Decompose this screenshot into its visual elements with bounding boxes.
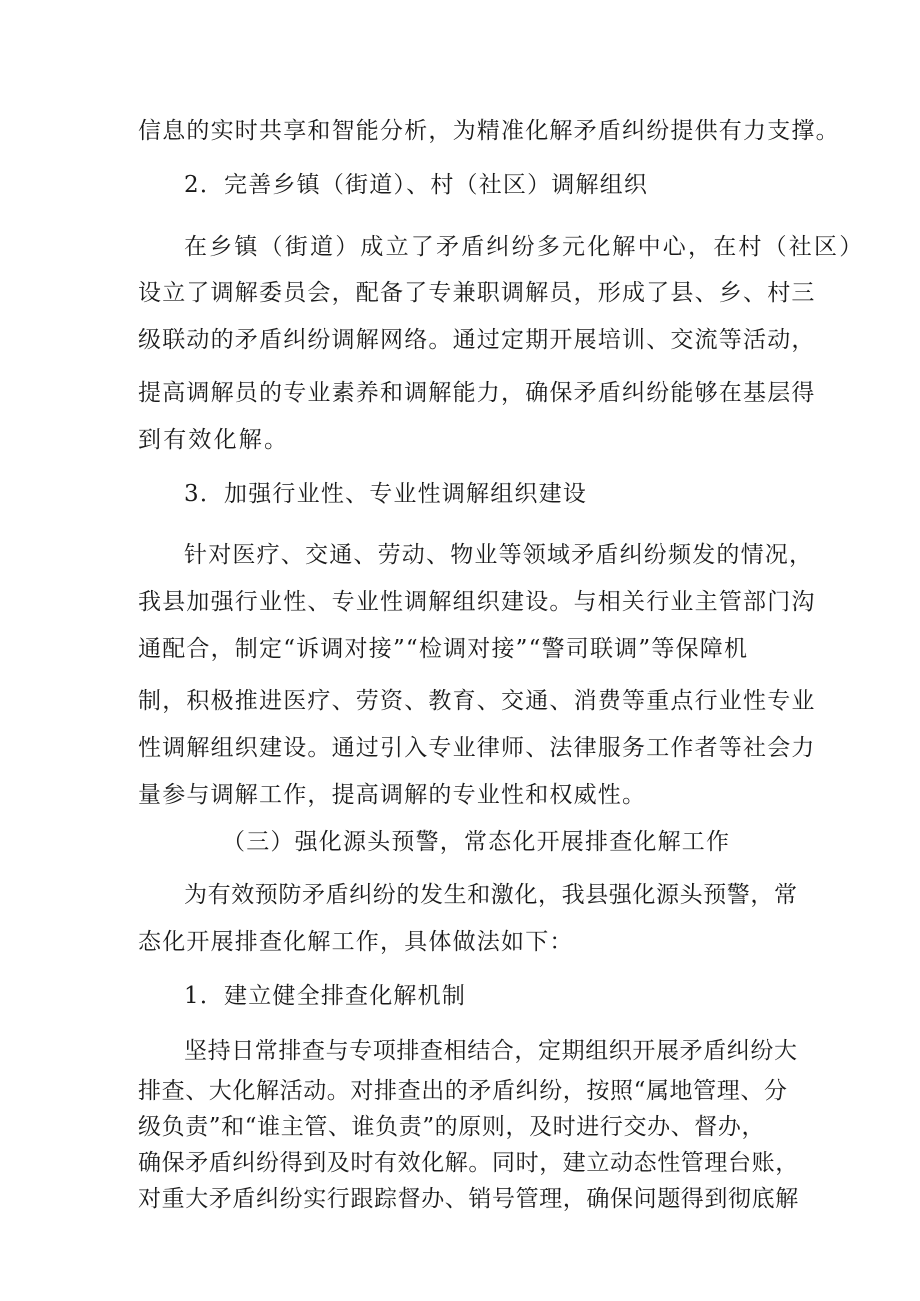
section-heading: （三）强化源头预警，常态化开展排查化解工作 <box>222 829 731 855</box>
paragraph-line: 级联动的矛盾纠纷调解网络。通过定期开展培训、交流等活动， <box>138 327 816 353</box>
paragraph-line: 确保矛盾纠纷得到及时有效化解。同时，建立动态性管理台账， <box>138 1150 799 1176</box>
subheading-2: 2．完善乡镇（街道）、村（社区）调解组织 <box>184 172 649 198</box>
paragraph-line: 态化开展排查化解工作，具体做法如下： <box>138 929 574 955</box>
paragraph-line: 对重大矛盾纠纷实行跟踪督办、销号管理，确保问题得到彻底解 <box>138 1186 799 1212</box>
paragraph-line: 为有效预防矛盾纠纷的发生和激化，我县强化源头预警，常 <box>184 882 798 908</box>
paragraph-line: 提高调解员的专业素养和调解能力，确保矛盾纠纷能够在基层得 <box>138 380 816 406</box>
paragraph-line: 到有效化解。 <box>138 427 290 453</box>
paragraph-line: 排查、大化解活动。对排查出的矛盾纠纷，按照“属地管理、分 <box>138 1078 788 1104</box>
paragraph-line: 信息的实时共享和智能分析，为精准化解矛盾纠纷提供有力支撑。 <box>138 118 840 144</box>
paragraph-line: 级负责”和“谁主管、谁负责”的原则，及时进行交办、督办， <box>138 1114 766 1140</box>
paragraph-line: 设立了调解委员会，配备了专兼职调解员，形成了县、乡、村三 <box>138 280 816 306</box>
paragraph-line: 针对医疗、交通、劳动、物业等领域矛盾纠纷频发的情况， <box>184 542 814 568</box>
paragraph-line: 坚持日常排查与专项排查相结合，定期组织开展矛盾纠纷大 <box>184 1038 798 1064</box>
paragraph-line: 性调解组织建设。通过引入专业律师、法律服务工作者等社会力 <box>138 735 816 761</box>
paragraph-line: 量参与调解工作，提高调解的专业性和权威性。 <box>138 782 647 808</box>
subheading-4: 1．建立健全排查化解机制 <box>184 983 467 1009</box>
paragraph-line: 制，积极推进医疗、劳资、教育、交通、消费等重点行业性专业 <box>138 688 816 714</box>
paragraph-line: 我县加强行业性、专业性调解组织建设。与相关行业主管部门沟 <box>138 589 816 615</box>
subheading-3: 3．加强行业性、专业性调解组织建设 <box>184 481 588 507</box>
paragraph-line: 通配合，制定“诉调对接”“检调对接”“警司联调”等保障机 <box>138 636 749 662</box>
paragraph-line: 在乡镇（街道）成立了矛盾纠纷多元化解中心，在村（社区） <box>184 234 865 260</box>
